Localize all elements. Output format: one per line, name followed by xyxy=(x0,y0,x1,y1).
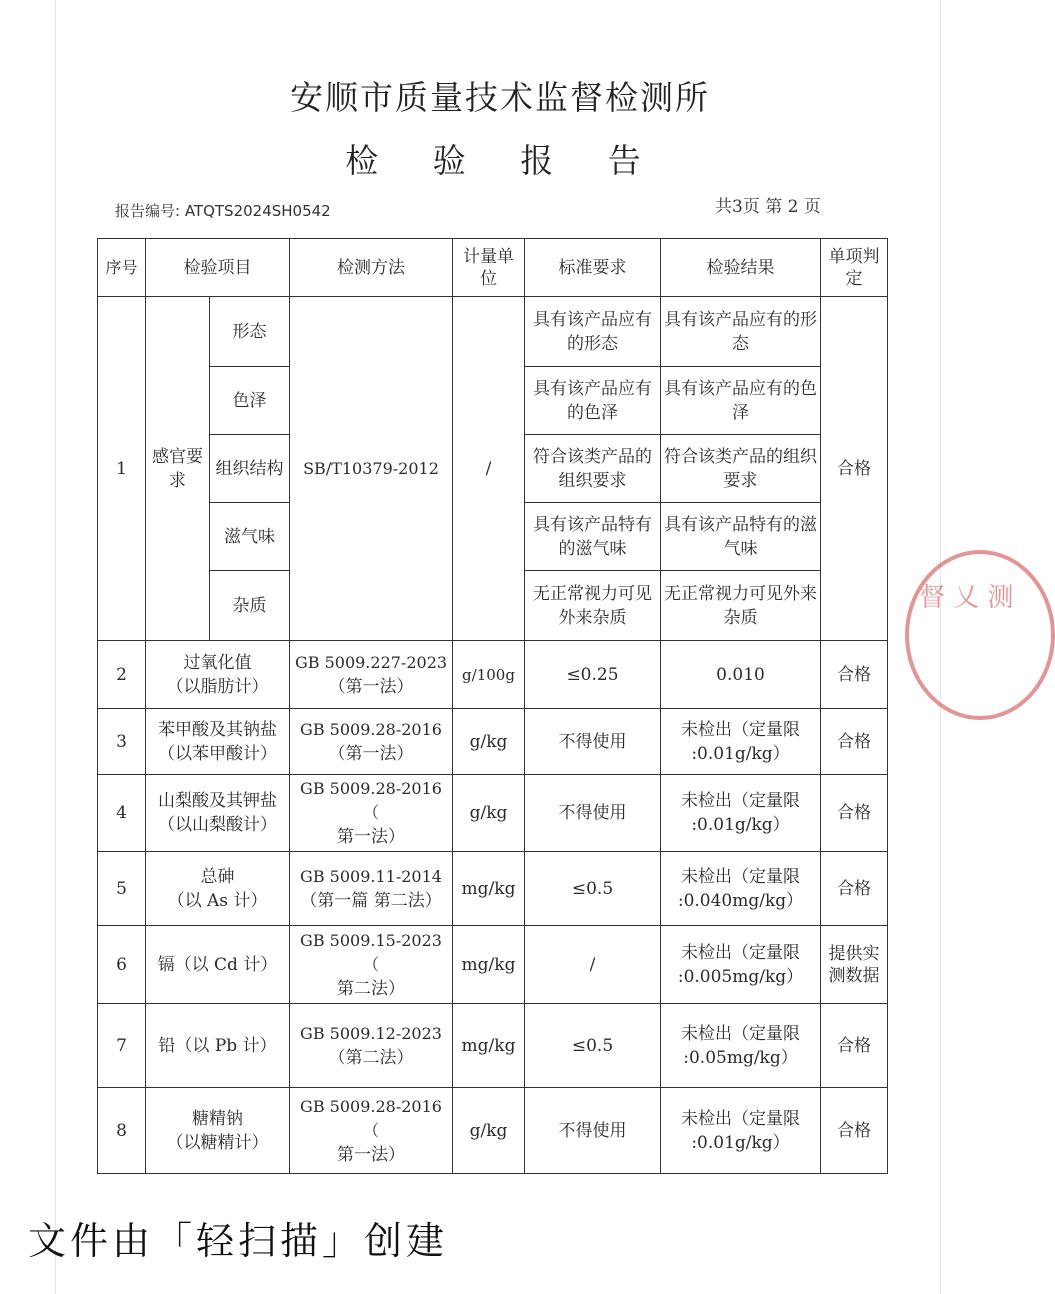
row-result xyxy=(661,775,821,852)
row-result-sub: :0.01g/kg） xyxy=(691,1132,790,1153)
row-item-name: 铅（以 Pb 计） xyxy=(158,1035,277,1056)
row-method-sub: 第一法） xyxy=(337,1144,405,1165)
sensory-sub-name: 滋气味 xyxy=(210,503,290,571)
row-seq: 4 xyxy=(98,775,146,852)
row-unit: mg/kg xyxy=(453,1004,525,1088)
row-judgement: 合格 xyxy=(821,1004,888,1088)
row-method-sub: 第一法） xyxy=(337,827,405,847)
row-result-sub: :0.01g/kg） xyxy=(691,743,790,764)
official-seal xyxy=(905,550,1014,730)
row-judgement: 合格 xyxy=(821,775,888,852)
row-item xyxy=(146,775,290,852)
row-item-name: 过氧化值 xyxy=(183,652,252,673)
sensory-standard: 具有该产品应有的色泽 xyxy=(525,367,661,435)
row-method xyxy=(290,1088,453,1174)
scanner-watermark: 文件由「轻扫描」创建 xyxy=(28,1219,449,1263)
sensory-method: SB/T10379-2012 xyxy=(290,297,453,641)
row-unit: g/100g xyxy=(453,641,525,709)
row-seq: 8 xyxy=(98,1088,146,1174)
row-item xyxy=(146,852,290,926)
row-method xyxy=(290,709,453,775)
row-unit: mg/kg xyxy=(453,926,525,1004)
page-indicator: 共3页 第 2 页 xyxy=(715,197,821,217)
row-standard: ≤0.5 xyxy=(525,852,661,926)
header-unit: 计量单位 xyxy=(453,239,525,297)
row-standard: 不得使用 xyxy=(525,1088,661,1174)
table-row xyxy=(98,775,888,852)
table-row xyxy=(98,641,888,709)
row-item-sub: （以苯甲酸计） xyxy=(158,743,277,764)
row-method-sub: （第一篇 第二法） xyxy=(300,890,442,911)
row-item-name: 山梨酸及其钾盐 xyxy=(158,791,277,811)
sensory-result: 具有该产品应有的形态 xyxy=(661,297,821,367)
row-method-name: GB 5009.12-2023 xyxy=(300,1023,442,1043)
report-number: 报告编号: ATQTS2024SH0542 xyxy=(115,202,331,220)
table-row xyxy=(98,297,888,367)
table-row xyxy=(98,852,888,926)
row-unit: mg/kg xyxy=(453,852,525,926)
sensory-sub-name: 杂质 xyxy=(210,571,290,641)
sensory-standard: 无正常视力可见外来杂质 xyxy=(525,571,661,641)
header-judgement: 单项判定 xyxy=(821,239,888,297)
row-result xyxy=(661,709,821,775)
row-judgement: 提供实测数据 xyxy=(821,926,888,1004)
row-method-sub: （第一法） xyxy=(328,743,414,764)
sensory-result: 具有该产品应有的色泽 xyxy=(661,367,821,435)
row-result-main: 未检出（定量限 xyxy=(681,942,800,963)
row-standard: / xyxy=(525,926,661,1004)
row-item-sub: （以山梨酸计） xyxy=(158,815,277,835)
header-seq: 序号 xyxy=(98,239,146,297)
row-standard: ≤0.5 xyxy=(525,1004,661,1088)
row-method-name: GB 5009.227-2023 xyxy=(294,652,448,672)
row-seq: 7 xyxy=(98,1004,146,1088)
organization-title: 安顺市质量技术监督检测所 xyxy=(290,78,710,117)
row-method xyxy=(290,775,453,852)
row-result-sub: :0.01g/kg） xyxy=(691,815,790,835)
sensory-seq: 1 xyxy=(98,297,146,641)
table-row xyxy=(98,1004,888,1088)
header-standard: 标准要求 xyxy=(525,239,661,297)
row-method-name: GB 5009.28-2016（ xyxy=(300,1096,442,1140)
row-result-main: 未检出（定量限 xyxy=(681,719,800,740)
row-result-main: 未检出（定量限 xyxy=(681,1108,800,1129)
sensory-unit: / xyxy=(453,297,525,641)
row-method xyxy=(290,926,453,1004)
row-result xyxy=(661,641,821,709)
row-method-sub: （第二法） xyxy=(328,1047,414,1068)
header-result: 检验结果 xyxy=(661,239,821,297)
row-method xyxy=(290,1004,453,1088)
row-method-name: GB 5009.28-2016 xyxy=(300,719,442,739)
row-seq: 6 xyxy=(98,926,146,1004)
row-judgement: 合格 xyxy=(821,709,888,775)
row-item xyxy=(146,926,290,1004)
sensory-judgement: 合格 xyxy=(821,297,888,641)
row-standard: 不得使用 xyxy=(525,775,661,852)
row-method-name: GB 5009.28-2016（ xyxy=(300,779,442,822)
row-result-sub: :0.005mg/kg） xyxy=(677,966,804,987)
row-method-sub: （第一法） xyxy=(328,676,414,697)
row-judgement: 合格 xyxy=(821,852,888,926)
row-method-name: GB 5009.15-2023（ xyxy=(300,930,442,974)
row-seq: 5 xyxy=(98,852,146,926)
row-unit: g/kg xyxy=(453,709,525,775)
row-result-main: 未检出（定量限 xyxy=(681,791,800,811)
row-item-name: 总砷 xyxy=(200,866,235,887)
sensory-sub-name: 组织结构 xyxy=(210,435,290,503)
sensory-result: 符合该类产品的组织要求 xyxy=(661,435,821,503)
row-item-name: 糖精钠 xyxy=(192,1108,243,1129)
seal-ring: 督 乂 测 xyxy=(905,550,1055,720)
sensory-result: 无正常视力可见外来杂质 xyxy=(661,571,821,641)
row-standard: ≤0.25 xyxy=(525,641,661,709)
row-result xyxy=(661,852,821,926)
row-standard: 不得使用 xyxy=(525,709,661,775)
scan-edge-left xyxy=(55,0,56,1294)
row-result-sub: :0.040mg/kg） xyxy=(677,890,804,911)
row-item xyxy=(146,709,290,775)
row-item-sub: （以 As 计） xyxy=(167,890,268,911)
row-result xyxy=(661,1088,821,1174)
row-method xyxy=(290,852,453,926)
row-item-sub: （以脂肪计） xyxy=(166,676,269,697)
row-seq: 3 xyxy=(98,709,146,775)
sensory-group: 感官要求 xyxy=(146,297,210,641)
row-item xyxy=(146,1004,290,1088)
row-item-name: 苯甲酸及其钠盐 xyxy=(158,719,277,740)
row-item xyxy=(146,1088,290,1174)
sensory-sub-name: 形态 xyxy=(210,297,290,367)
row-result xyxy=(661,926,821,1004)
row-method-name: GB 5009.11-2014 xyxy=(300,866,442,886)
document-title: 检 验 报 告 xyxy=(345,141,663,180)
row-unit: g/kg xyxy=(453,775,525,852)
row-method xyxy=(290,641,453,709)
table-header-row xyxy=(98,239,888,297)
header-method: 检测方法 xyxy=(290,239,453,297)
sensory-standard: 具有该产品应有的形态 xyxy=(525,297,661,367)
row-seq: 2 xyxy=(98,641,146,709)
row-judgement: 合格 xyxy=(821,1088,888,1174)
table-row xyxy=(98,1088,888,1174)
row-item xyxy=(146,641,290,709)
row-item-sub: （以糖精计） xyxy=(166,1132,269,1153)
sensory-standard: 具有该产品特有的滋气味 xyxy=(525,503,661,571)
row-result xyxy=(661,1004,821,1088)
row-judgement: 合格 xyxy=(821,641,888,709)
row-result-main: 未检出（定量限 xyxy=(681,866,800,887)
row-result-main: 0.010 xyxy=(716,664,765,685)
row-result-main: 未检出（定量限 xyxy=(681,1023,800,1044)
sensory-result: 具有该产品特有的滋气味 xyxy=(661,503,821,571)
row-method-sub: 第二法） xyxy=(337,978,405,999)
inspection-table xyxy=(97,238,888,1174)
sensory-sub-name: 色泽 xyxy=(210,367,290,435)
row-unit: g/kg xyxy=(453,1088,525,1174)
sensory-standard: 符合该类产品的组织要求 xyxy=(525,435,661,503)
header-item: 检验项目 xyxy=(146,239,290,297)
table-row xyxy=(98,926,888,1004)
row-result-sub: :0.05mg/kg） xyxy=(683,1047,798,1068)
row-item-name: 镉（以 Cd 计） xyxy=(157,954,278,975)
table-row xyxy=(98,709,888,775)
